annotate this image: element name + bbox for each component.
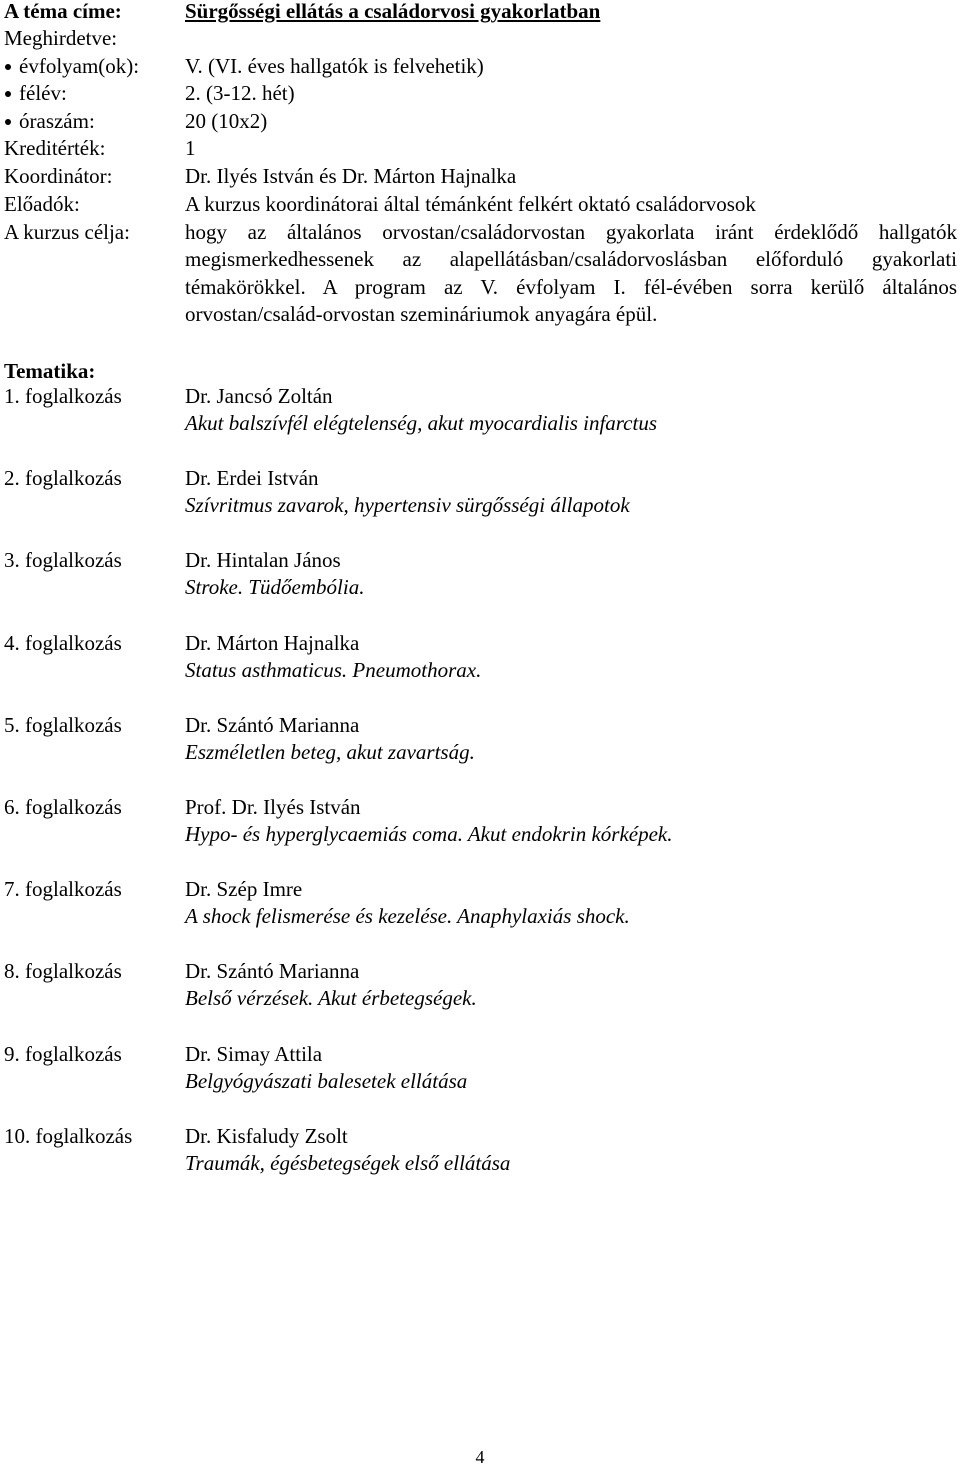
session-row xyxy=(4,546,958,574)
session-row xyxy=(4,711,958,739)
coordinator-label: Koordinátor: xyxy=(4,164,113,188)
hours-value: 20 (10x2) xyxy=(185,109,268,133)
session-topic: Belső vérzések. Akut érbetegségek. xyxy=(185,986,477,1010)
coordinator-row xyxy=(4,162,958,190)
lecturers-label: Előadók: xyxy=(4,192,80,216)
session-label: 8. foglalkozás xyxy=(4,959,122,983)
announced-label: Meghirdetve: xyxy=(4,26,118,50)
session-label: 3. foglalkozás xyxy=(4,548,122,572)
announced-row xyxy=(4,24,958,52)
session-topic-row xyxy=(4,1149,958,1177)
session-lecturer: Dr. Szép Imre xyxy=(185,877,303,901)
session-lecturer: Dr. Jancsó Zoltán xyxy=(185,384,333,408)
session-lecturer: Dr. Szántó Marianna xyxy=(185,713,360,737)
credit-row xyxy=(4,134,958,162)
topic-title-value: Sürgősségi ellátás a családorvosi gyakorlatban xyxy=(185,0,601,23)
session-row xyxy=(4,957,958,985)
credit-value: 1 xyxy=(185,136,196,160)
session-topic-row xyxy=(4,902,958,930)
years-row xyxy=(4,52,958,80)
session-row xyxy=(4,1040,958,1068)
session-label: 7. foglalkozás xyxy=(4,877,122,901)
session-row xyxy=(4,464,958,492)
page-number: 4 xyxy=(475,1447,485,1467)
goal-line: hogy az általános orvostan/családorvostan gyakorlata iránt érdeklődő hallgatók xyxy=(185,220,957,244)
years-label: évfolyam(ok): xyxy=(19,54,140,78)
session-label: 1. foglalkozás xyxy=(4,384,122,408)
hours-label: óraszám: xyxy=(19,109,95,133)
topic-title-label: A téma címe: xyxy=(4,0,122,23)
session-lecturer: Prof. Dr. Ilyés István xyxy=(185,795,361,819)
session-row xyxy=(4,875,958,903)
semester-row xyxy=(4,79,958,107)
session-row xyxy=(4,793,958,821)
bullet-icon xyxy=(5,91,11,97)
session-label: 9. foglalkozás xyxy=(4,1042,122,1066)
session-label: 6. foglalkozás xyxy=(4,795,122,819)
session-lecturer: Dr. Simay Attila xyxy=(185,1042,323,1066)
semester-value: 2. (3-12. hét) xyxy=(185,81,295,105)
session-lecturer: Dr. Kisfaludy Zsolt xyxy=(185,1124,348,1148)
session-label: 4. foglalkozás xyxy=(4,631,122,655)
credit-label: Kreditérték: xyxy=(4,136,106,160)
goal-label: A kurzus célja: xyxy=(4,220,130,244)
lecturers-value: A kurzus koordinátorai által témánként felkért oktató családorvosok xyxy=(185,192,756,216)
session-topic: Akut balszívfél elégtelenség, akut myocardialis infarctus xyxy=(185,411,658,435)
session-topic: Eszméletlen beteg, akut zavartság. xyxy=(185,740,475,764)
session-label: 10. foglalkozás xyxy=(4,1124,133,1148)
session-topic: Traumák, égésbetegségek első ellátása xyxy=(185,1151,511,1175)
coordinator-value: Dr. Ilyés István és Dr. Márton Hajnalka xyxy=(185,164,517,188)
goal-line: témakörökkel. A program az V. évfolyam I. fél-évében sorra kerülő általános xyxy=(185,274,957,299)
session-lecturer: Dr. Szántó Marianna xyxy=(185,959,360,983)
session-label: 5. foglalkozás xyxy=(4,713,122,737)
session-row xyxy=(4,1122,958,1150)
session-topic-row xyxy=(4,984,958,1012)
session-topic: Stroke. Tüdőembólia. xyxy=(185,575,365,599)
session-topic-row xyxy=(4,820,958,848)
semester-label: félév: xyxy=(19,81,67,105)
goal-text xyxy=(185,219,957,328)
session-topic: Status asthmaticus. Pneumothorax. xyxy=(185,658,482,682)
session-row xyxy=(4,382,958,410)
session-topic-row xyxy=(4,1067,958,1095)
bullet-icon xyxy=(5,119,11,125)
session-topic: Szívritmus zavarok, hypertensiv sürgősségi állapotok xyxy=(185,493,630,517)
session-topic-row xyxy=(4,491,958,519)
session-topic: Belgyógyászati balesetek ellátása xyxy=(185,1069,468,1093)
session-topic: A shock felismerése és kezelése. Anaphylaxiás shock. xyxy=(185,904,630,928)
session-topic-row xyxy=(4,656,958,684)
hours-row xyxy=(4,107,958,135)
session-topic: Hypo- és hyperglycaemiás coma. Akut endokrin kórképek. xyxy=(185,822,673,846)
session-lecturer: Dr. Erdei István xyxy=(185,466,319,490)
lecturers-row xyxy=(4,190,958,218)
years-value: V. (VI. éves hallgatók is felvehetik) xyxy=(185,54,484,78)
bullet-icon xyxy=(5,64,11,70)
session-label: 2. foglalkozás xyxy=(4,466,122,490)
goal-line: orvostan/család-orvostan szemináriumok anyagára épül. xyxy=(185,301,658,326)
session-lecturer: Dr. Márton Hajnalka xyxy=(185,631,360,655)
session-topic-row xyxy=(4,573,958,601)
goal-line: megismerkedhessenek az alapellátásban/családorvoslásban előforduló gyakorlati xyxy=(185,247,957,272)
session-topic-row xyxy=(4,409,958,437)
session-topic-row xyxy=(4,738,958,766)
session-lecturer: Dr. Hintalan János xyxy=(185,548,341,572)
tematika-heading: Tematika: xyxy=(4,359,96,383)
session-row xyxy=(4,629,958,657)
topic-title-row xyxy=(4,0,958,25)
